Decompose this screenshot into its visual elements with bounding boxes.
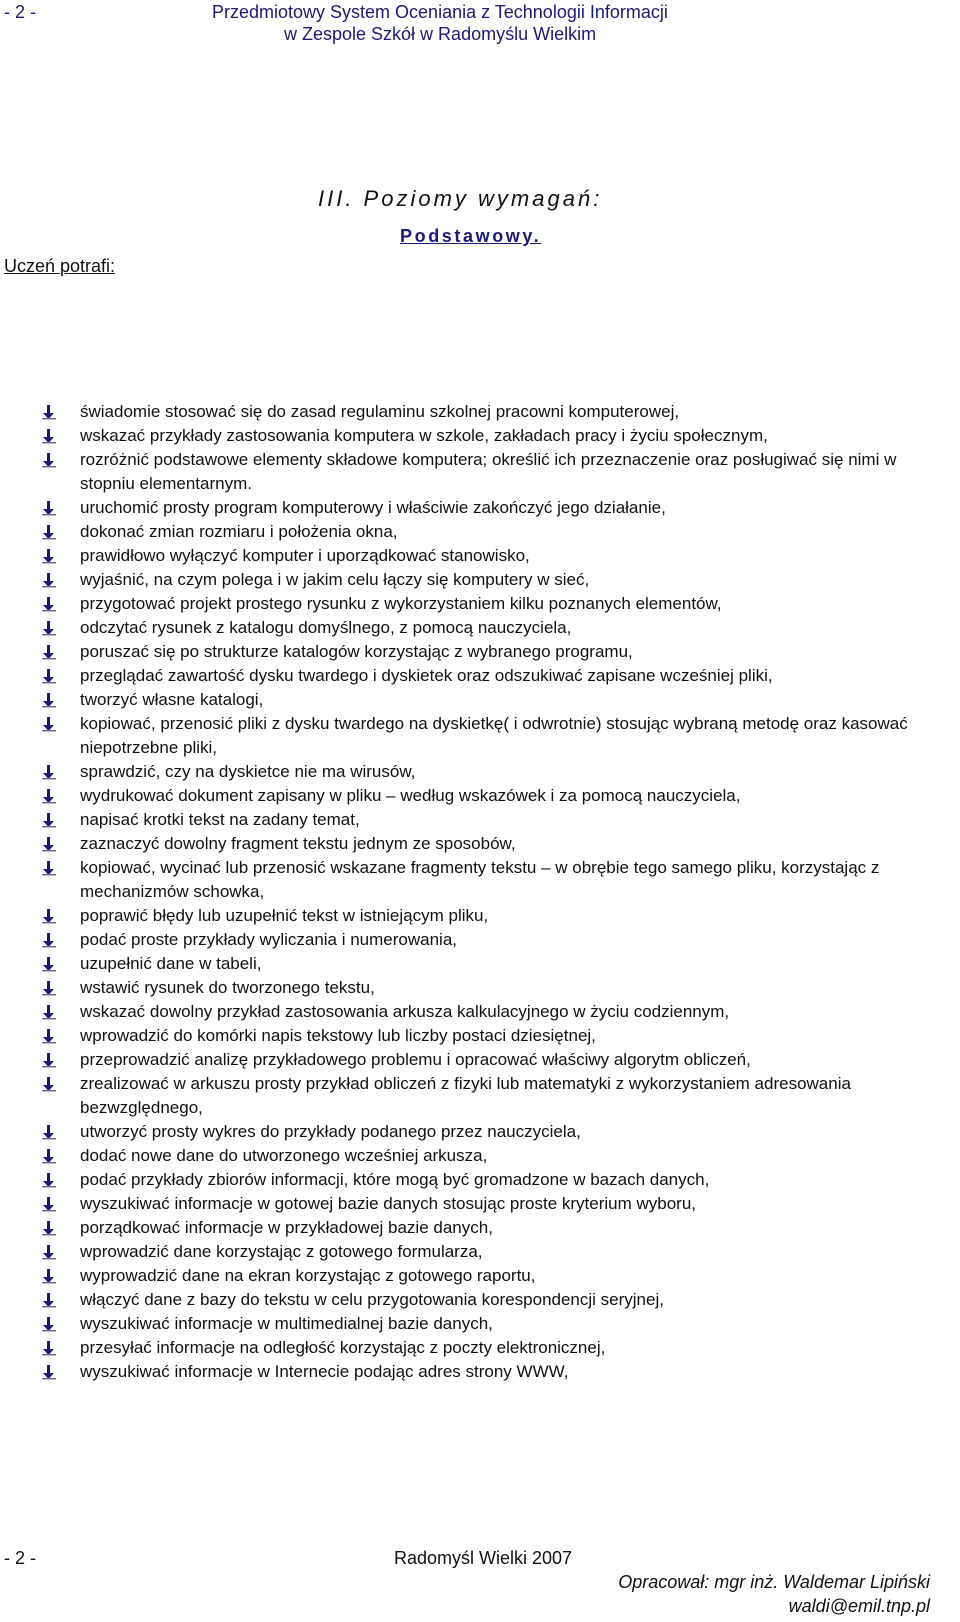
list-item-text: napisać krotki tekst na zadany temat, xyxy=(80,810,360,829)
list-item xyxy=(0,1264,960,1288)
list-item-text: utworzyć prosty wykres do przykłady podanego przez nauczyciela, xyxy=(80,1122,581,1141)
list-item xyxy=(0,496,960,520)
arrow-bullet-icon xyxy=(41,1364,57,1380)
footer-author: Opracował: mgr inż. Waldemar Lipiński xyxy=(618,1572,930,1592)
list-item-text: uzupełnić dane w tabeli, xyxy=(80,954,262,973)
list-item-text: przesyłać informacje na odległość korzystając z poczty elektronicznej, xyxy=(80,1338,606,1357)
footer-place-year: Radomyśl Wielki 2007 xyxy=(394,1548,573,1568)
student-label: Uczeń potrafi: xyxy=(4,256,116,276)
list-item-text: przeprowadzić analizę przykładowego problemu i opracować właściwy algorytm obliczeń, xyxy=(80,1050,751,1069)
section-title: III. Poziomy wymagań: xyxy=(318,186,603,211)
list-item-text: porządkować informacje w przykładowej bazie danych, xyxy=(80,1218,493,1237)
arrow-bullet-icon xyxy=(41,836,57,852)
list-item xyxy=(0,640,960,664)
level-title: Podstawowy. xyxy=(400,226,542,246)
list-item xyxy=(0,1048,960,1072)
list-item xyxy=(0,520,960,544)
arrow-bullet-icon xyxy=(41,668,57,684)
list-item xyxy=(0,1240,960,1264)
arrow-bullet-icon xyxy=(41,644,57,660)
list-item-text: wstawić rysunek do tworzonego tekstu, xyxy=(80,978,375,997)
header-title-line1: Przedmiotowy System Oceniania z Technologii Informacji xyxy=(212,2,668,22)
arrow-bullet-icon xyxy=(41,572,57,588)
arrow-bullet-icon xyxy=(41,1076,57,1092)
arrow-bullet-icon xyxy=(41,1220,57,1236)
list-item xyxy=(0,1336,960,1360)
footer-email: waldi@emil.tnp.pl xyxy=(788,1596,930,1616)
list-item xyxy=(0,544,960,568)
list-item xyxy=(0,1312,960,1336)
list-item-text: wyszukiwać informacje w gotowej bazie danych stosując proste kryterium wyboru, xyxy=(80,1194,697,1213)
arrow-bullet-icon xyxy=(41,1196,57,1212)
list-item-text: zrealizować w arkuszu prosty przykład obliczeń z fizyki lub matematyki z wykorzystaniem adresowania bezwzględnego, xyxy=(80,1074,851,1117)
arrow-bullet-icon xyxy=(41,596,57,612)
list-item xyxy=(0,784,960,808)
arrow-bullet-icon xyxy=(41,404,57,420)
arrow-bullet-icon xyxy=(41,932,57,948)
arrow-bullet-icon xyxy=(41,524,57,540)
footer-page-number: - 2 - xyxy=(4,1548,37,1568)
arrow-bullet-icon xyxy=(41,788,57,804)
list-item xyxy=(0,1216,960,1240)
list-item xyxy=(0,808,960,832)
list-item xyxy=(0,1000,960,1024)
arrow-bullet-icon xyxy=(41,1340,57,1356)
list-item xyxy=(0,1288,960,1312)
list-item-text: uruchomić prosty program komputerowy i właściwie zakończyć jego działanie, xyxy=(80,498,666,517)
list-item-text: wprowadzić do komórki napis tekstowy lub liczby postaci dziesiętnej, xyxy=(80,1026,596,1045)
list-item-text: kopiować, wycinać lub przenosić wskazane fragmenty tekstu – w obrębie tego samego pliku, korzystając z mechanizmów schowka, xyxy=(80,858,880,901)
arrow-bullet-icon xyxy=(41,908,57,924)
arrow-bullet-icon xyxy=(41,1316,57,1332)
list-item-text: przygotować projekt prostego rysunku z wykorzystaniem kilku poznanych elementów, xyxy=(80,594,722,613)
list-item xyxy=(0,424,960,448)
list-item xyxy=(0,1360,960,1384)
list-item-text: wyjaśnić, na czym polega i w jakim celu łączy się komputery w sieć, xyxy=(80,570,590,589)
list-item-text: wskazać przykłady zastosowania komputera w szkole, zakładach pracy i życiu społecznym, xyxy=(80,426,768,445)
arrow-bullet-icon xyxy=(41,1124,57,1140)
list-item-text: poruszać się po strukturze katalogów korzystając z wybranego programu, xyxy=(80,642,633,661)
list-item xyxy=(0,1192,960,1216)
arrow-bullet-icon xyxy=(41,980,57,996)
list-item-text: świadomie stosować się do zasad regulaminu szkolnej pracowni komputerowej, xyxy=(80,402,680,421)
list-item xyxy=(0,832,960,856)
arrow-bullet-icon xyxy=(41,1052,57,1068)
arrow-bullet-icon xyxy=(41,1004,57,1020)
list-item xyxy=(0,1144,960,1168)
list-item xyxy=(0,1024,960,1048)
arrow-bullet-icon xyxy=(41,1028,57,1044)
arrow-bullet-icon xyxy=(41,812,57,828)
list-item xyxy=(0,688,960,712)
arrow-bullet-icon xyxy=(41,1244,57,1260)
list-item xyxy=(0,856,910,904)
list-item-text: włączyć dane z bazy do tekstu w celu przygotowania korespondencji seryjnej, xyxy=(80,1290,664,1309)
list-item-text: wyprowadzić dane na ekran korzystając z gotowego raportu, xyxy=(80,1266,536,1285)
list-item xyxy=(0,448,910,496)
header-page-number: - 2 - xyxy=(4,2,37,22)
list-item xyxy=(0,1168,960,1192)
arrow-bullet-icon xyxy=(41,452,57,468)
arrow-bullet-icon xyxy=(41,956,57,972)
arrow-bullet-icon xyxy=(41,1268,57,1284)
list-item xyxy=(0,592,960,616)
list-item-text: prawidłowo wyłączyć komputer i uporządkować stanowisko, xyxy=(80,546,530,565)
list-item-text: dokonać zmian rozmiaru i położenia okna, xyxy=(80,522,398,541)
list-item-text: wprowadzić dane korzystając z gotowego formularza, xyxy=(80,1242,483,1261)
list-item xyxy=(0,760,960,784)
arrow-bullet-icon xyxy=(41,1292,57,1308)
header-title-line2: w Zespole Szkół w Radomyślu Wielkim xyxy=(284,24,597,44)
list-item-text: przeglądać zawartość dysku twardego i dyskietek oraz odszukiwać zapisane wcześniej pliki, xyxy=(80,666,773,685)
list-item xyxy=(0,976,960,1000)
list-item-text: rozróżnić podstawowe elementy składowe komputera; określić ich przeznaczenie oraz posługiwać się nimi w stopniu elementarnym. xyxy=(80,450,897,493)
arrow-bullet-icon xyxy=(41,1148,57,1164)
arrow-bullet-icon xyxy=(41,860,57,876)
arrow-bullet-icon xyxy=(41,620,57,636)
arrow-bullet-icon xyxy=(41,716,57,732)
requirements-list xyxy=(0,400,960,1384)
list-item-text: wyszukiwać informacje w Internecie podając adres strony WWW, xyxy=(80,1362,569,1381)
list-item xyxy=(0,904,960,928)
arrow-bullet-icon xyxy=(41,1172,57,1188)
list-item-text: podać proste przykłady wyliczania i numerowania, xyxy=(80,930,458,949)
list-item xyxy=(0,712,910,760)
list-item-text: podać przykłady zbiorów informacji, które mogą być gromadzone w bazach danych, xyxy=(80,1170,710,1189)
list-item xyxy=(0,1072,910,1120)
list-item-text: sprawdzić, czy na dyskietce nie ma wirusów, xyxy=(80,762,416,781)
list-item-text: zaznaczyć dowolny fragment tekstu jednym ze sposobów, xyxy=(80,834,516,853)
arrow-bullet-icon xyxy=(41,692,57,708)
arrow-bullet-icon xyxy=(41,548,57,564)
list-item-text: wydrukować dokument zapisany w pliku – według wskazówek i za pomocą nauczyciela, xyxy=(80,786,741,805)
list-item xyxy=(0,568,960,592)
list-item xyxy=(0,952,960,976)
list-item-text: tworzyć własne katalogi, xyxy=(80,690,264,709)
list-item xyxy=(0,928,960,952)
list-item xyxy=(0,616,960,640)
list-item-text: poprawić błędy lub uzupełnić tekst w istniejącym pliku, xyxy=(80,906,489,925)
list-item-text: odczytać rysunek z katalogu domyślnego, z pomocą nauczyciela, xyxy=(80,618,572,637)
list-item-text: kopiować, przenosić pliki z dysku twardego na dyskietkę( i odwrotnie) stosując wybraną metodę oraz kasować niepotrzebne pliki, xyxy=(80,714,908,757)
arrow-bullet-icon xyxy=(41,764,57,780)
list-item xyxy=(0,664,960,688)
list-item-text: wyszukiwać informacje w multimedialnej bazie danych, xyxy=(80,1314,493,1333)
list-item xyxy=(0,1120,960,1144)
list-item-text: dodać nowe dane do utworzonego wcześniej arkusza, xyxy=(80,1146,488,1165)
list-item-text: wskazać dowolny przykład zastosowania arkusza kalkulacyjnego w życiu codziennym, xyxy=(80,1002,730,1021)
arrow-bullet-icon xyxy=(41,500,57,516)
list-item xyxy=(0,400,960,424)
arrow-bullet-icon xyxy=(41,428,57,444)
